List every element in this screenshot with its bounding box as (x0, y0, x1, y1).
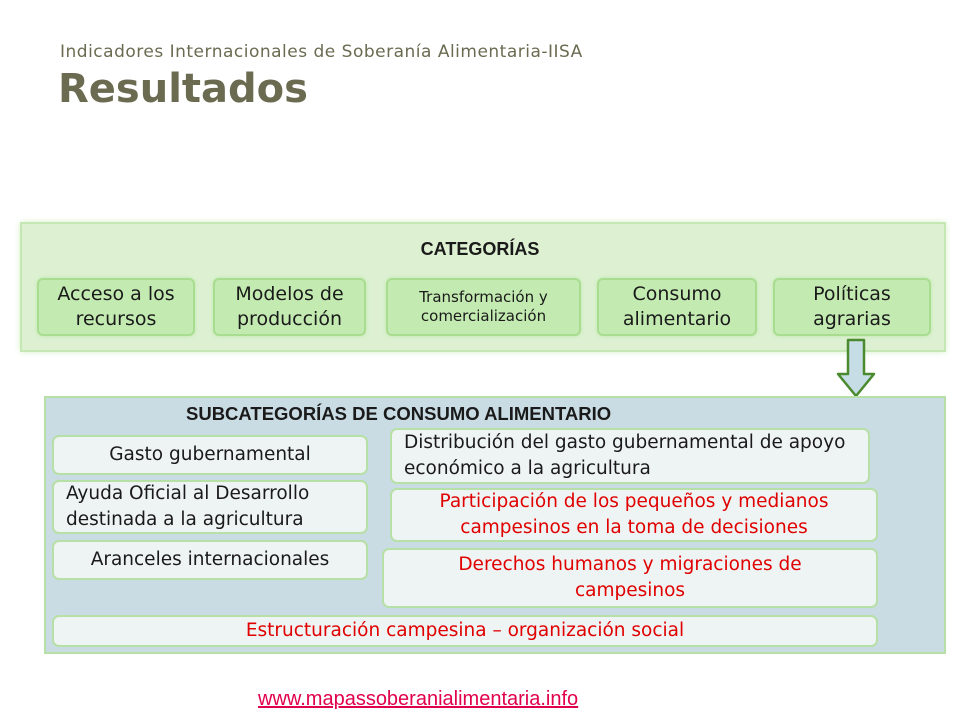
categories-heading: CATEGORÍAS (420, 239, 540, 259)
category-politicas-agrarias: Políticas agrarias (773, 278, 931, 336)
category-acceso-recursos: Acceso a los recursos (37, 278, 195, 336)
subcategory-estructuracion-campesina: Estructuración campesina – organización social (52, 615, 878, 647)
subcategory-aranceles: Aranceles internacionales (52, 540, 368, 580)
subcategory-derechos-humanos: Derechos humanos y migraciones de campesinos (382, 548, 878, 608)
category-transformacion: Transformación y comercialización (386, 278, 581, 336)
subcategory-gasto-gubernamental: Gasto gubernamental (52, 435, 368, 475)
subcategories-heading: SUBCATEGORÍAS DE CONSUMO ALIMENTARIO (186, 403, 612, 424)
category-modelos-produccion: Modelos de producción (213, 278, 366, 336)
subcategory-participacion-campesinos: Participación de los pequeños y medianos campesinos en la toma de decisiones (390, 488, 878, 542)
slide-subtitle: Indicadores Internacionales de Soberanía Alimentaria-IISA (60, 42, 583, 62)
subcategory-ayuda-oficial: Ayuda Oficial al Desarrollo destinada a la agricultura (52, 480, 368, 534)
down-arrow-icon (834, 338, 878, 400)
subcategory-distribucion-gasto: Distribución del gasto gubernamental de apoyo económico a la agricultura (390, 428, 870, 484)
category-consumo-alimentario: Consumo alimentario (597, 278, 757, 336)
website-link[interactable]: www.mapassoberanialimentaria.info (258, 688, 579, 710)
slide-title: Resultados (58, 66, 308, 112)
